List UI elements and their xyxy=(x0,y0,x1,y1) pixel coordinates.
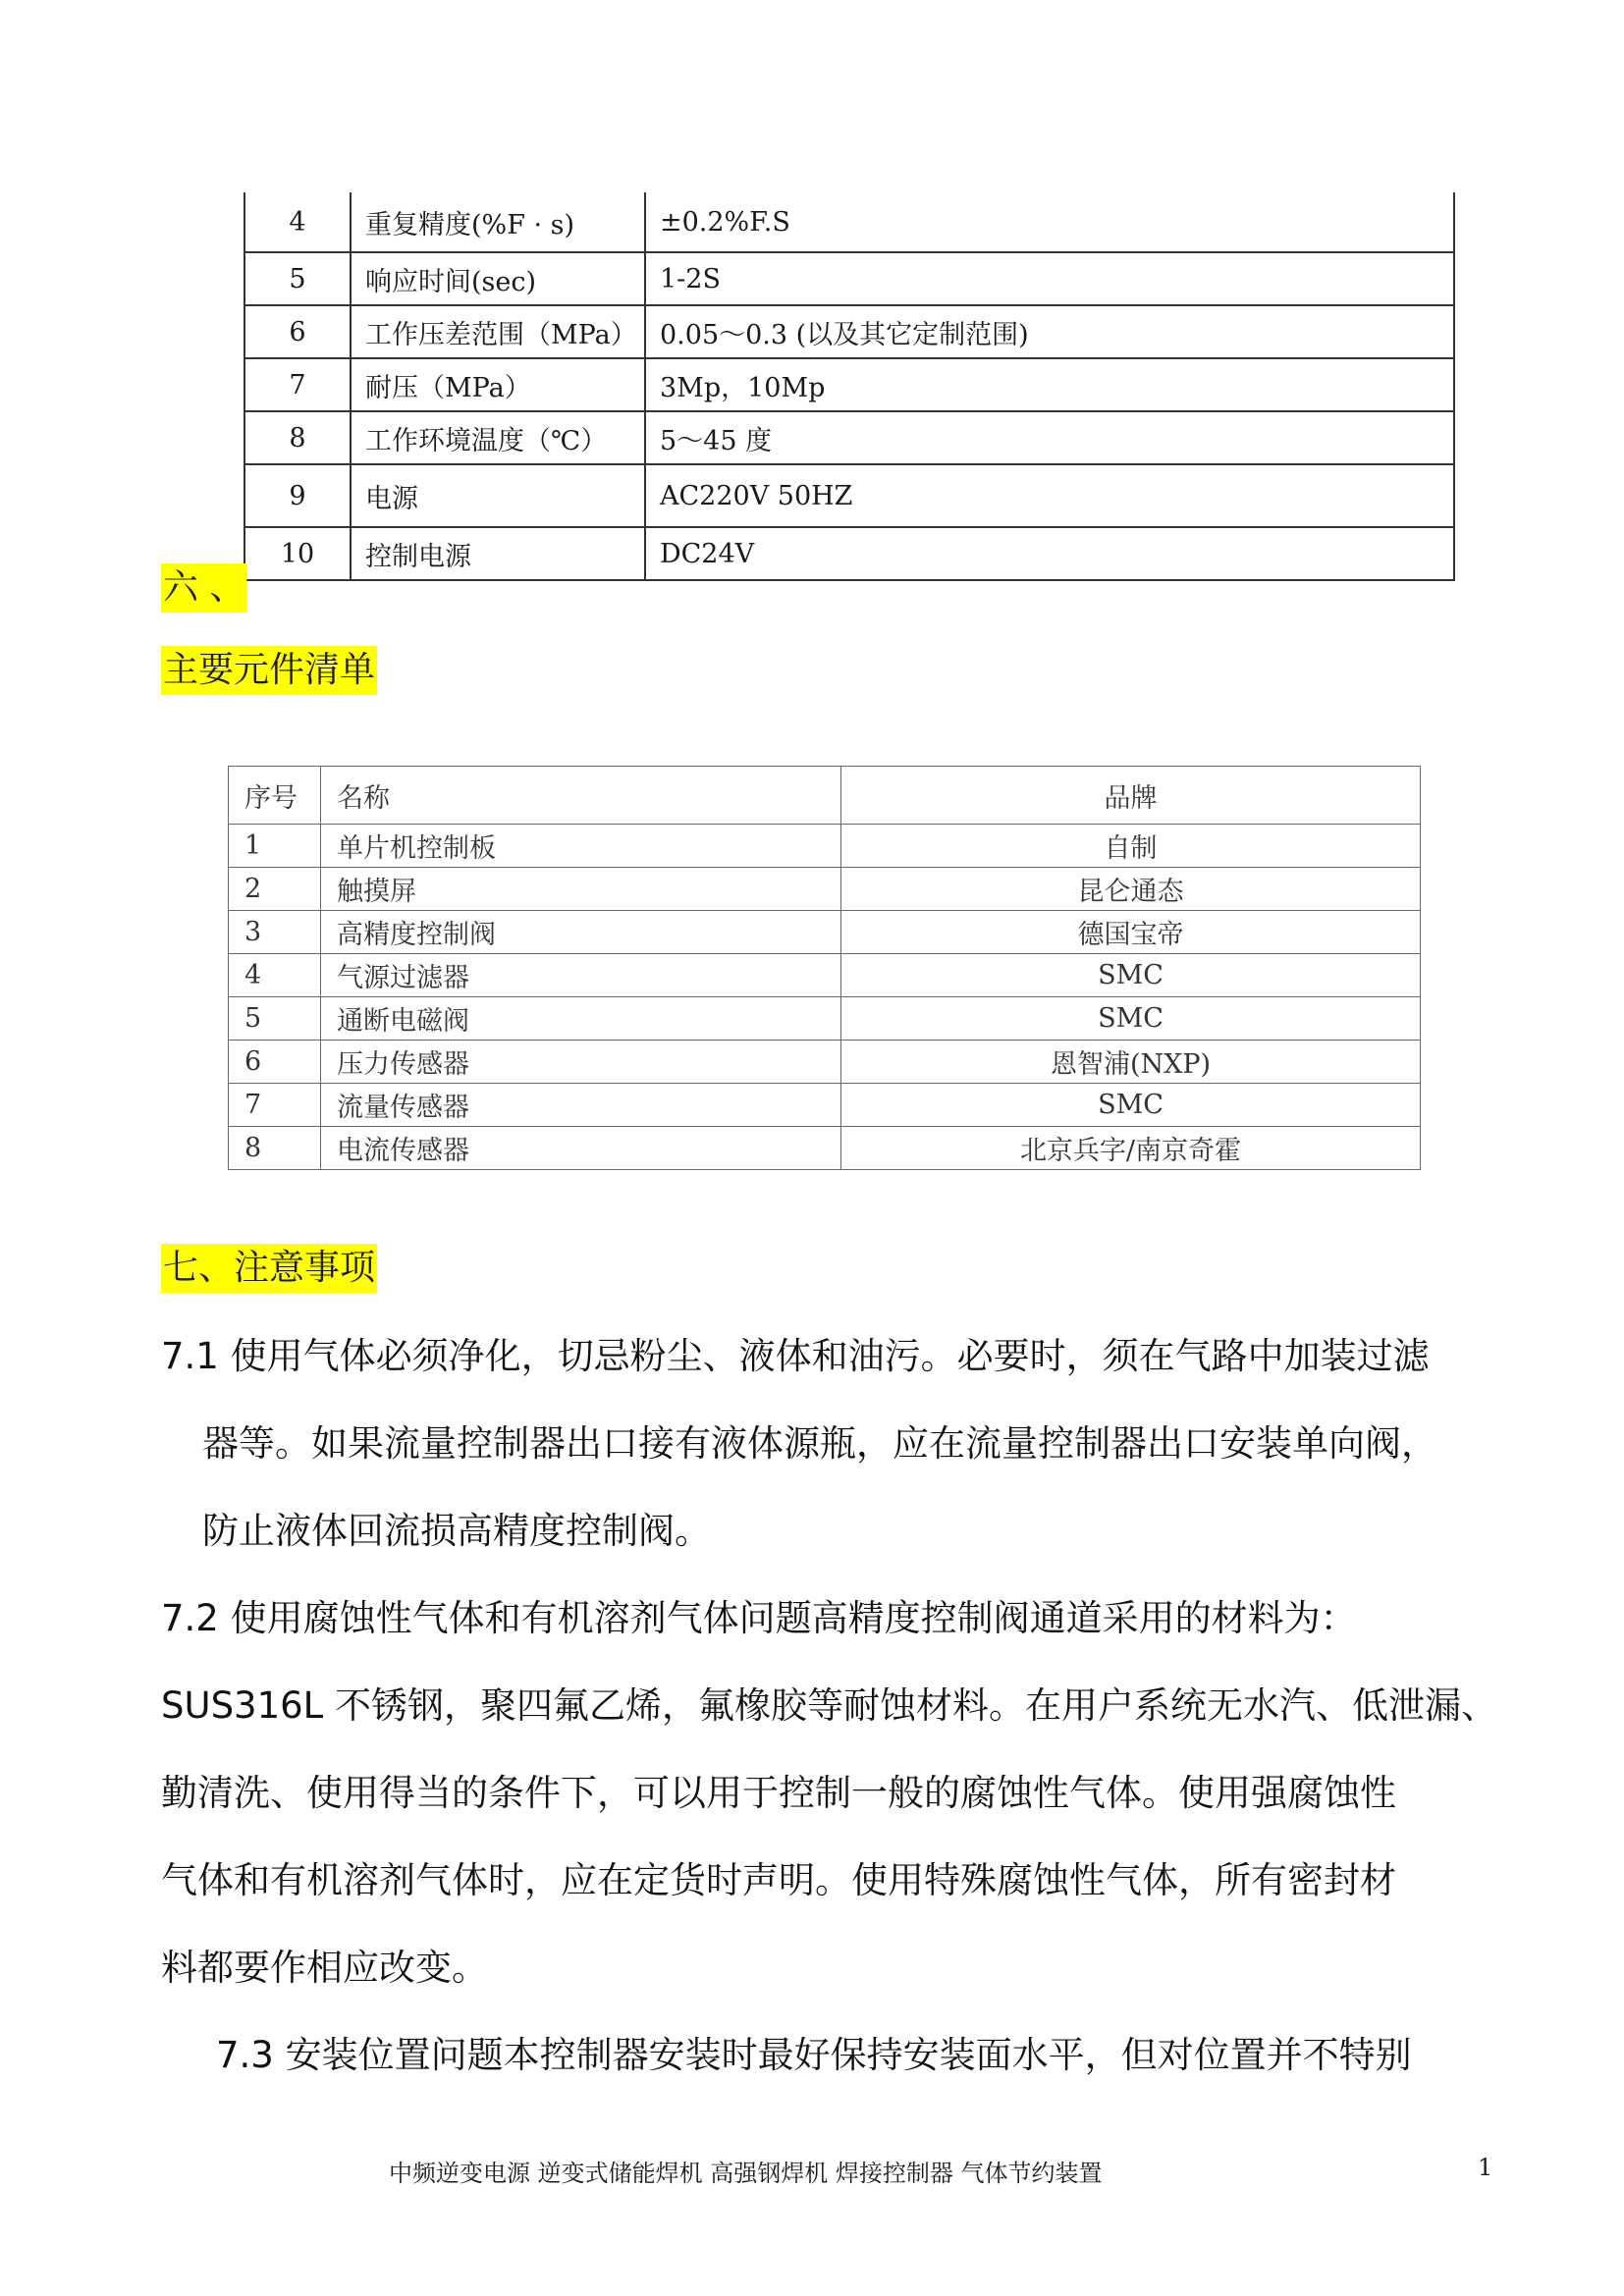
section-6-title: 主要元件清单 xyxy=(161,646,377,695)
part-brand: 北京兵字/南京奇霍 xyxy=(841,1127,1421,1170)
part-brand: SMC xyxy=(841,1084,1421,1127)
spec-no: 8 xyxy=(244,411,351,464)
part-name: 流量传感器 xyxy=(321,1084,841,1127)
table-row xyxy=(244,192,1454,252)
para-line: 料都要作相应改变。 xyxy=(161,1947,488,1989)
spec-table xyxy=(244,192,1455,581)
table-row xyxy=(244,358,1454,411)
part-name: 气源过滤器 xyxy=(321,954,841,997)
table-row xyxy=(244,411,1454,464)
page-number: 1 xyxy=(1478,2154,1493,2181)
para-line: 7.1 使用气体必须净化，切忌粉尘、液体和油污。必要时，须在气路中加装过滤 xyxy=(161,1335,1430,1377)
table-row xyxy=(229,954,1421,997)
part-no: 2 xyxy=(229,868,321,911)
part-name: 电流传感器 xyxy=(321,1127,841,1170)
table-row xyxy=(229,997,1421,1041)
table-row xyxy=(229,868,1421,911)
spec-value: ±0.2%F.S xyxy=(645,192,1454,252)
part-no: 6 xyxy=(229,1041,321,1084)
spec-value: 5～45 度 xyxy=(645,411,1454,464)
section-6-number: 六 、 xyxy=(161,563,246,613)
spec-no: 4 xyxy=(244,192,351,252)
spec-no: 10 xyxy=(244,527,351,580)
part-no: 4 xyxy=(229,954,321,997)
spec-value: AC220V 50HZ xyxy=(645,464,1454,527)
spec-value: DC24V xyxy=(645,527,1454,580)
part-brand: 昆仑通态 xyxy=(841,868,1421,911)
table-header-row xyxy=(229,767,1421,825)
spec-value: 0.05～0.3 (以及其它定制范围) xyxy=(645,305,1454,358)
spec-item: 工作压差范围（MPa） xyxy=(351,305,645,358)
para-line: 器等。如果流量控制器出口接有液体源瓶，应在流量控制器出口安装单向阀， xyxy=(202,1422,1437,1465)
part-name: 单片机控制板 xyxy=(321,825,841,868)
part-brand: SMC xyxy=(841,954,1421,997)
para-line: 气体和有机溶剂气体时，应在定货时声明。使用特殊腐蚀性气体，所有密封材 xyxy=(161,1859,1396,1901)
para-line: 7.2 使用腐蚀性气体和有机溶剂气体问题高精度控制阀通道采用的材料为： xyxy=(161,1597,1357,1639)
table-row xyxy=(244,252,1454,305)
header-no: 序号 xyxy=(229,767,321,825)
spec-item: 控制电源 xyxy=(351,527,645,580)
table-row xyxy=(229,1084,1421,1127)
part-brand: 自制 xyxy=(841,825,1421,868)
spec-item: 重复精度(%F · s) xyxy=(351,192,645,252)
para-line: 勤清洗、使用得当的条件下，可以用于控制一般的腐蚀性气体。使用强腐蚀性 xyxy=(161,1772,1396,1814)
spec-value: 1-2S xyxy=(645,252,1454,305)
section-7-title: 七、注意事项 xyxy=(161,1244,377,1293)
spec-no: 5 xyxy=(244,252,351,305)
para-line: 7.3 安装位置问题本控制器安装时最好保持安装面水平，但对位置并不特别 xyxy=(216,2034,1412,2076)
page-footer: 中频逆变电源 逆变式储能焊机 高强钢焊机 焊接控制器 气体节约装置 xyxy=(389,2160,1103,2187)
spec-item: 耐压（MPa） xyxy=(351,358,645,411)
part-name: 触摸屏 xyxy=(321,868,841,911)
part-brand: 德国宝帝 xyxy=(841,911,1421,954)
header-name: 名称 xyxy=(321,767,841,825)
spec-value: 3Mp，10Mp xyxy=(645,358,1454,411)
part-name: 压力传感器 xyxy=(321,1041,841,1084)
part-no: 7 xyxy=(229,1084,321,1127)
header-brand: 品牌 xyxy=(841,767,1421,825)
part-no: 8 xyxy=(229,1127,321,1170)
part-name: 高精度控制阀 xyxy=(321,911,841,954)
spec-no: 7 xyxy=(244,358,351,411)
table-row xyxy=(229,1041,1421,1084)
table-row xyxy=(229,1127,1421,1170)
part-brand: SMC xyxy=(841,997,1421,1041)
part-brand: 恩智浦(NXP) xyxy=(841,1041,1421,1084)
part-no: 1 xyxy=(229,825,321,868)
para-line: SUS316L 不锈钢，聚四氟乙烯，氟橡胶等耐蚀材料。在用户系统无水汽、低泄漏、 xyxy=(161,1684,1498,1727)
para-line: 防止液体回流损高精度控制阀。 xyxy=(202,1510,711,1552)
parts-table xyxy=(228,766,1421,1170)
spec-item: 电源 xyxy=(351,464,645,527)
spec-no: 9 xyxy=(244,464,351,527)
part-no: 5 xyxy=(229,997,321,1041)
table-row xyxy=(244,527,1454,580)
spec-item: 响应时间(sec) xyxy=(351,252,645,305)
spec-item: 工作环境温度（℃） xyxy=(351,411,645,464)
table-row xyxy=(244,464,1454,527)
table-row xyxy=(229,825,1421,868)
table-row xyxy=(244,305,1454,358)
part-name: 通断电磁阀 xyxy=(321,997,841,1041)
table-row xyxy=(229,911,1421,954)
part-no: 3 xyxy=(229,911,321,954)
spec-no: 6 xyxy=(244,305,351,358)
